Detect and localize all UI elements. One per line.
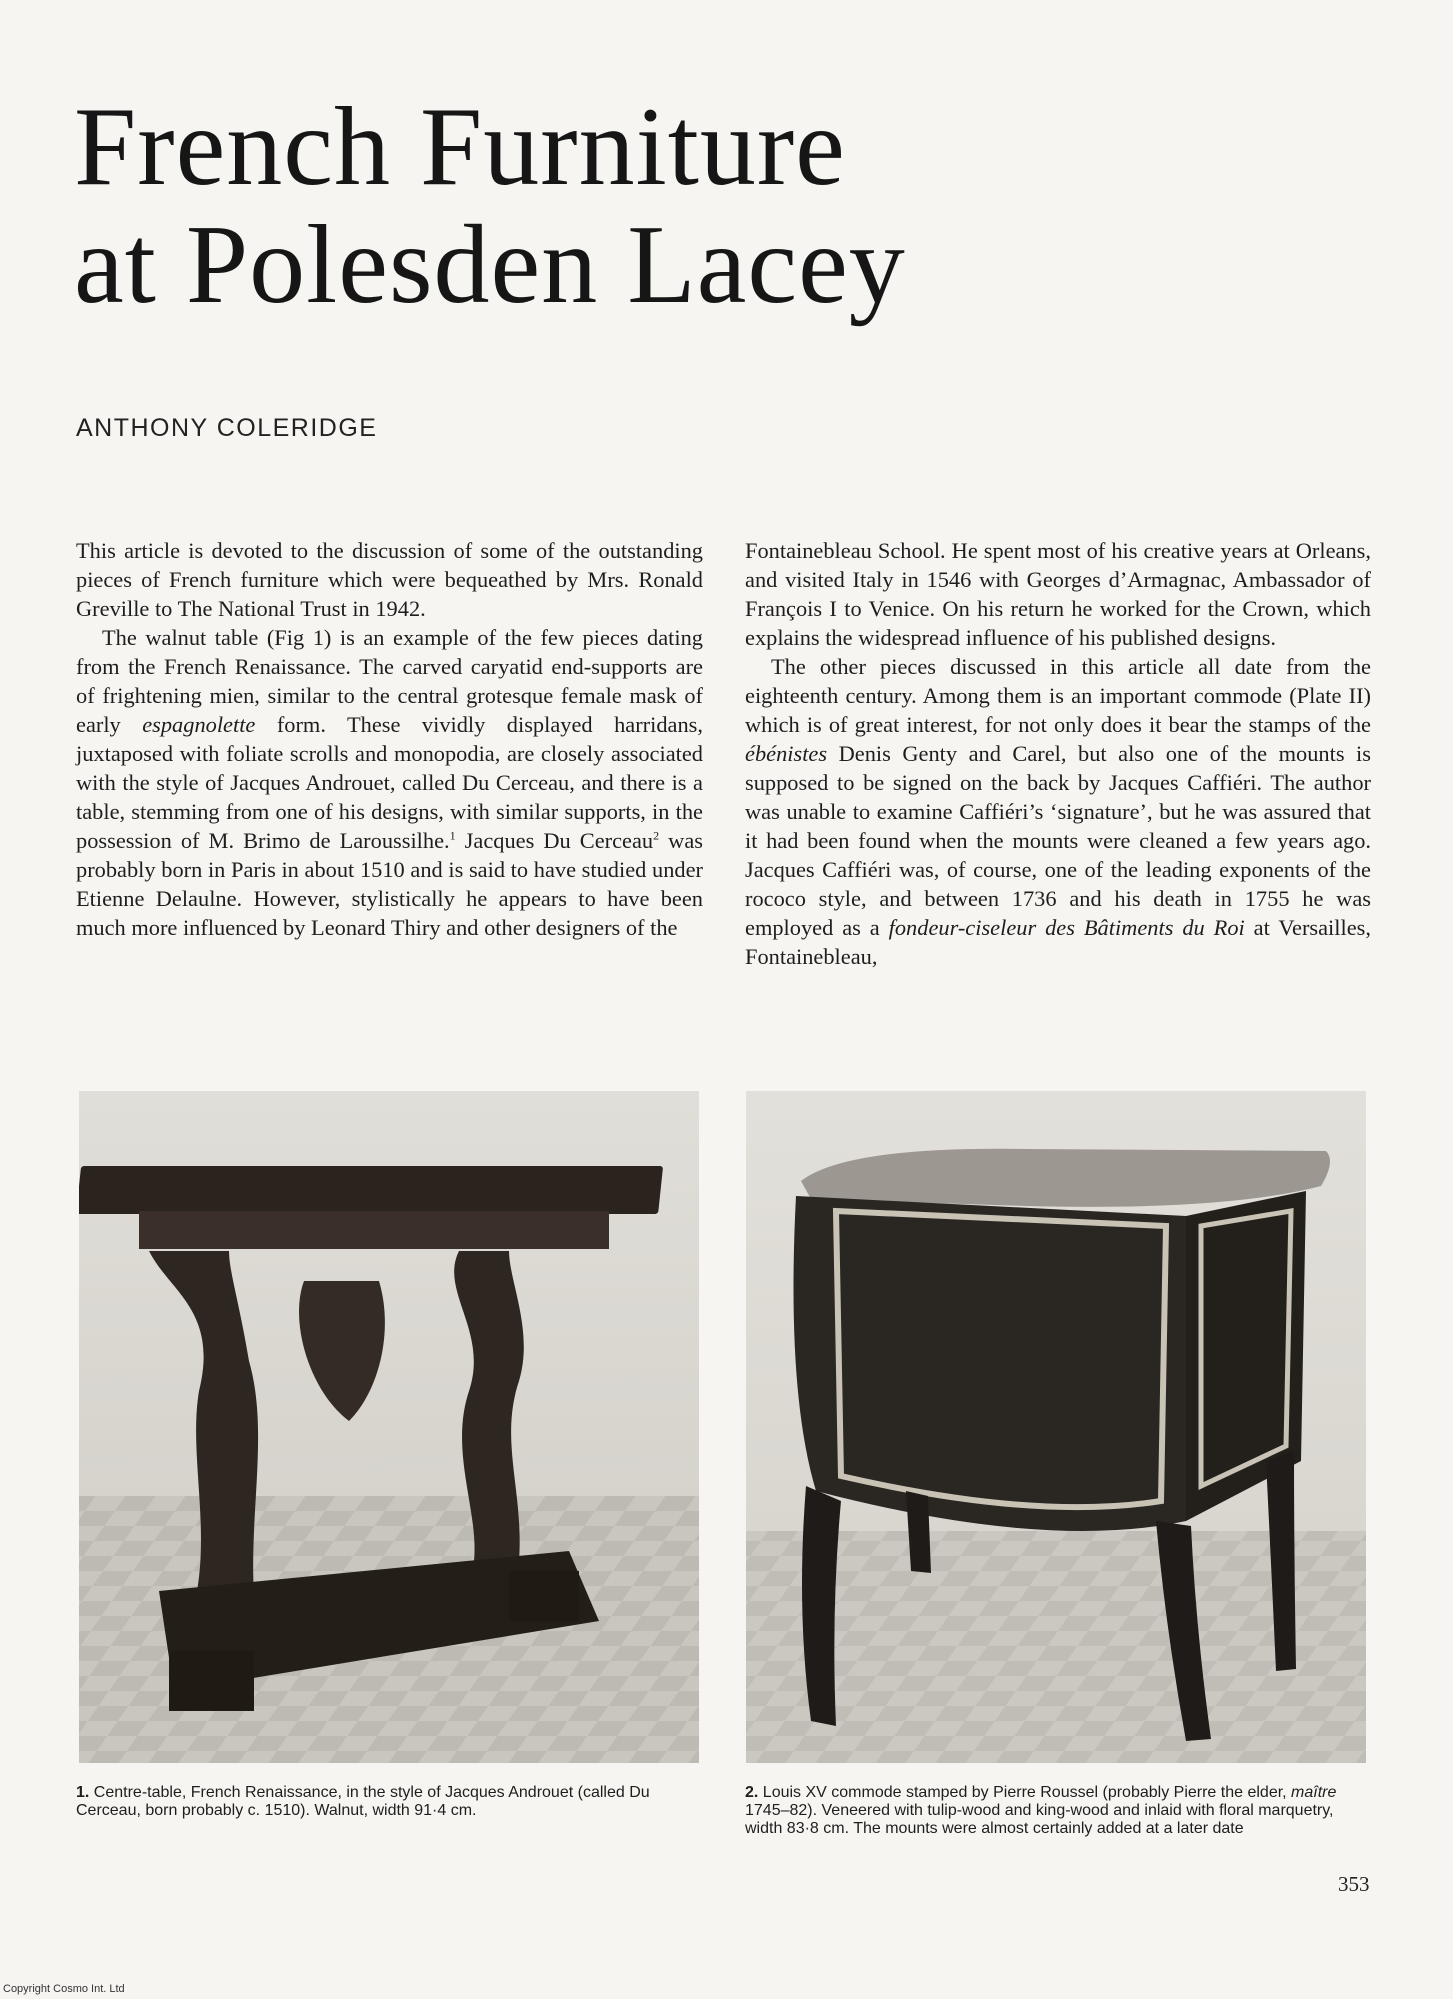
title-line-2: at Polesden Lacey xyxy=(74,203,906,327)
figure-1-caption: 1. Centre-table, French Renaissance, in the style of Jacques Androuet (called Du Cerceau, born probably c. 1510). Walnut, width 91·4 cm. xyxy=(76,1784,650,1819)
author-byline: ANTHONY COLERIDGE xyxy=(76,414,378,442)
body-column-right xyxy=(745,536,1371,971)
paragraph: Fontainebleau School. He spent most of his creative years at Orleans, and visited Italy in 1546 with Georges d’Armagnac, Ambassador of François I to Venice. On his return he worked for the Crown, which explains the widespread influence of his published designs. xyxy=(745,538,1371,650)
paragraph: The other pieces discussed in this article all date from the eighteenth century. Among them is an important commode (Plate II) which is of great interest, for not only does it bear the stamps of the ébénistes Denis Genty and Carel, but also one of the mounts is supposed to be signed on the back by Jacques Caffiéri. The author was unable to examine Caffiéri’s ‘signature’, but he was assured that it had been found when the mounts were cleaned a few years ago. Jacques Caffiéri was, of course, one of the leading exponents of the rococo style, and between 1736 and his death in 1755 he was employed as a fondeur-ciseleur des Bâtiments du Roi at Versailles, Fontainebleau, xyxy=(745,654,1371,969)
footnote-marker: 2 xyxy=(653,828,660,843)
body-column-left xyxy=(76,536,703,942)
figure-number: 1. xyxy=(76,1784,90,1801)
copyright-notice: Copyright Cosmo Int. Ltd xyxy=(3,1983,125,1995)
footnote-marker: 1 xyxy=(449,828,456,843)
title-line-1: French Furniture xyxy=(74,85,846,209)
figure-number: 2. xyxy=(745,1784,759,1801)
figure-2-caption: 2. Louis XV commode stamped by Pierre Roussel (probably Pierre the elder, maître 1745–82). Veneered with tulip-wood and king-wood and inlaid with floral marquetry, width 83·8 cm. The mounts were almost certainly added at a later date xyxy=(745,1784,1337,1837)
page-number: 353 xyxy=(1338,1872,1370,1896)
figure-commode-photo xyxy=(746,1091,1366,1763)
paragraph: This article is devoted to the discussion of some of the outstanding pieces of French furniture which were bequeathed by Mrs. Ronald Greville to The National Trust in 1942. xyxy=(76,538,703,621)
article-title xyxy=(74,85,906,327)
paragraph: The walnut table (Fig 1) is an example of the few pieces dating from the French Renaissance. The carved caryatid end-supports are of frightening mien, similar to the central grotesque female mask of early espagnolette form. These vividly displayed harridans, juxtaposed with foliate scrolls and monopodia, are closely associated with the style of Jacques Androuet, called Du Cerceau, and there is a table, stemming from one of his designs, with similar supports, in the possession of M. Brimo de Laroussilhe.$^1$ Jacques Du Cerceau$^2$ was probably born in Paris in about 1510 and is said to have studied under Etienne Delaulne. However, stylistically he appears to have been much more influenced by Leonard Thiry and other designers of the xyxy=(76,625,703,940)
figure-centre-table-photo xyxy=(79,1091,699,1763)
